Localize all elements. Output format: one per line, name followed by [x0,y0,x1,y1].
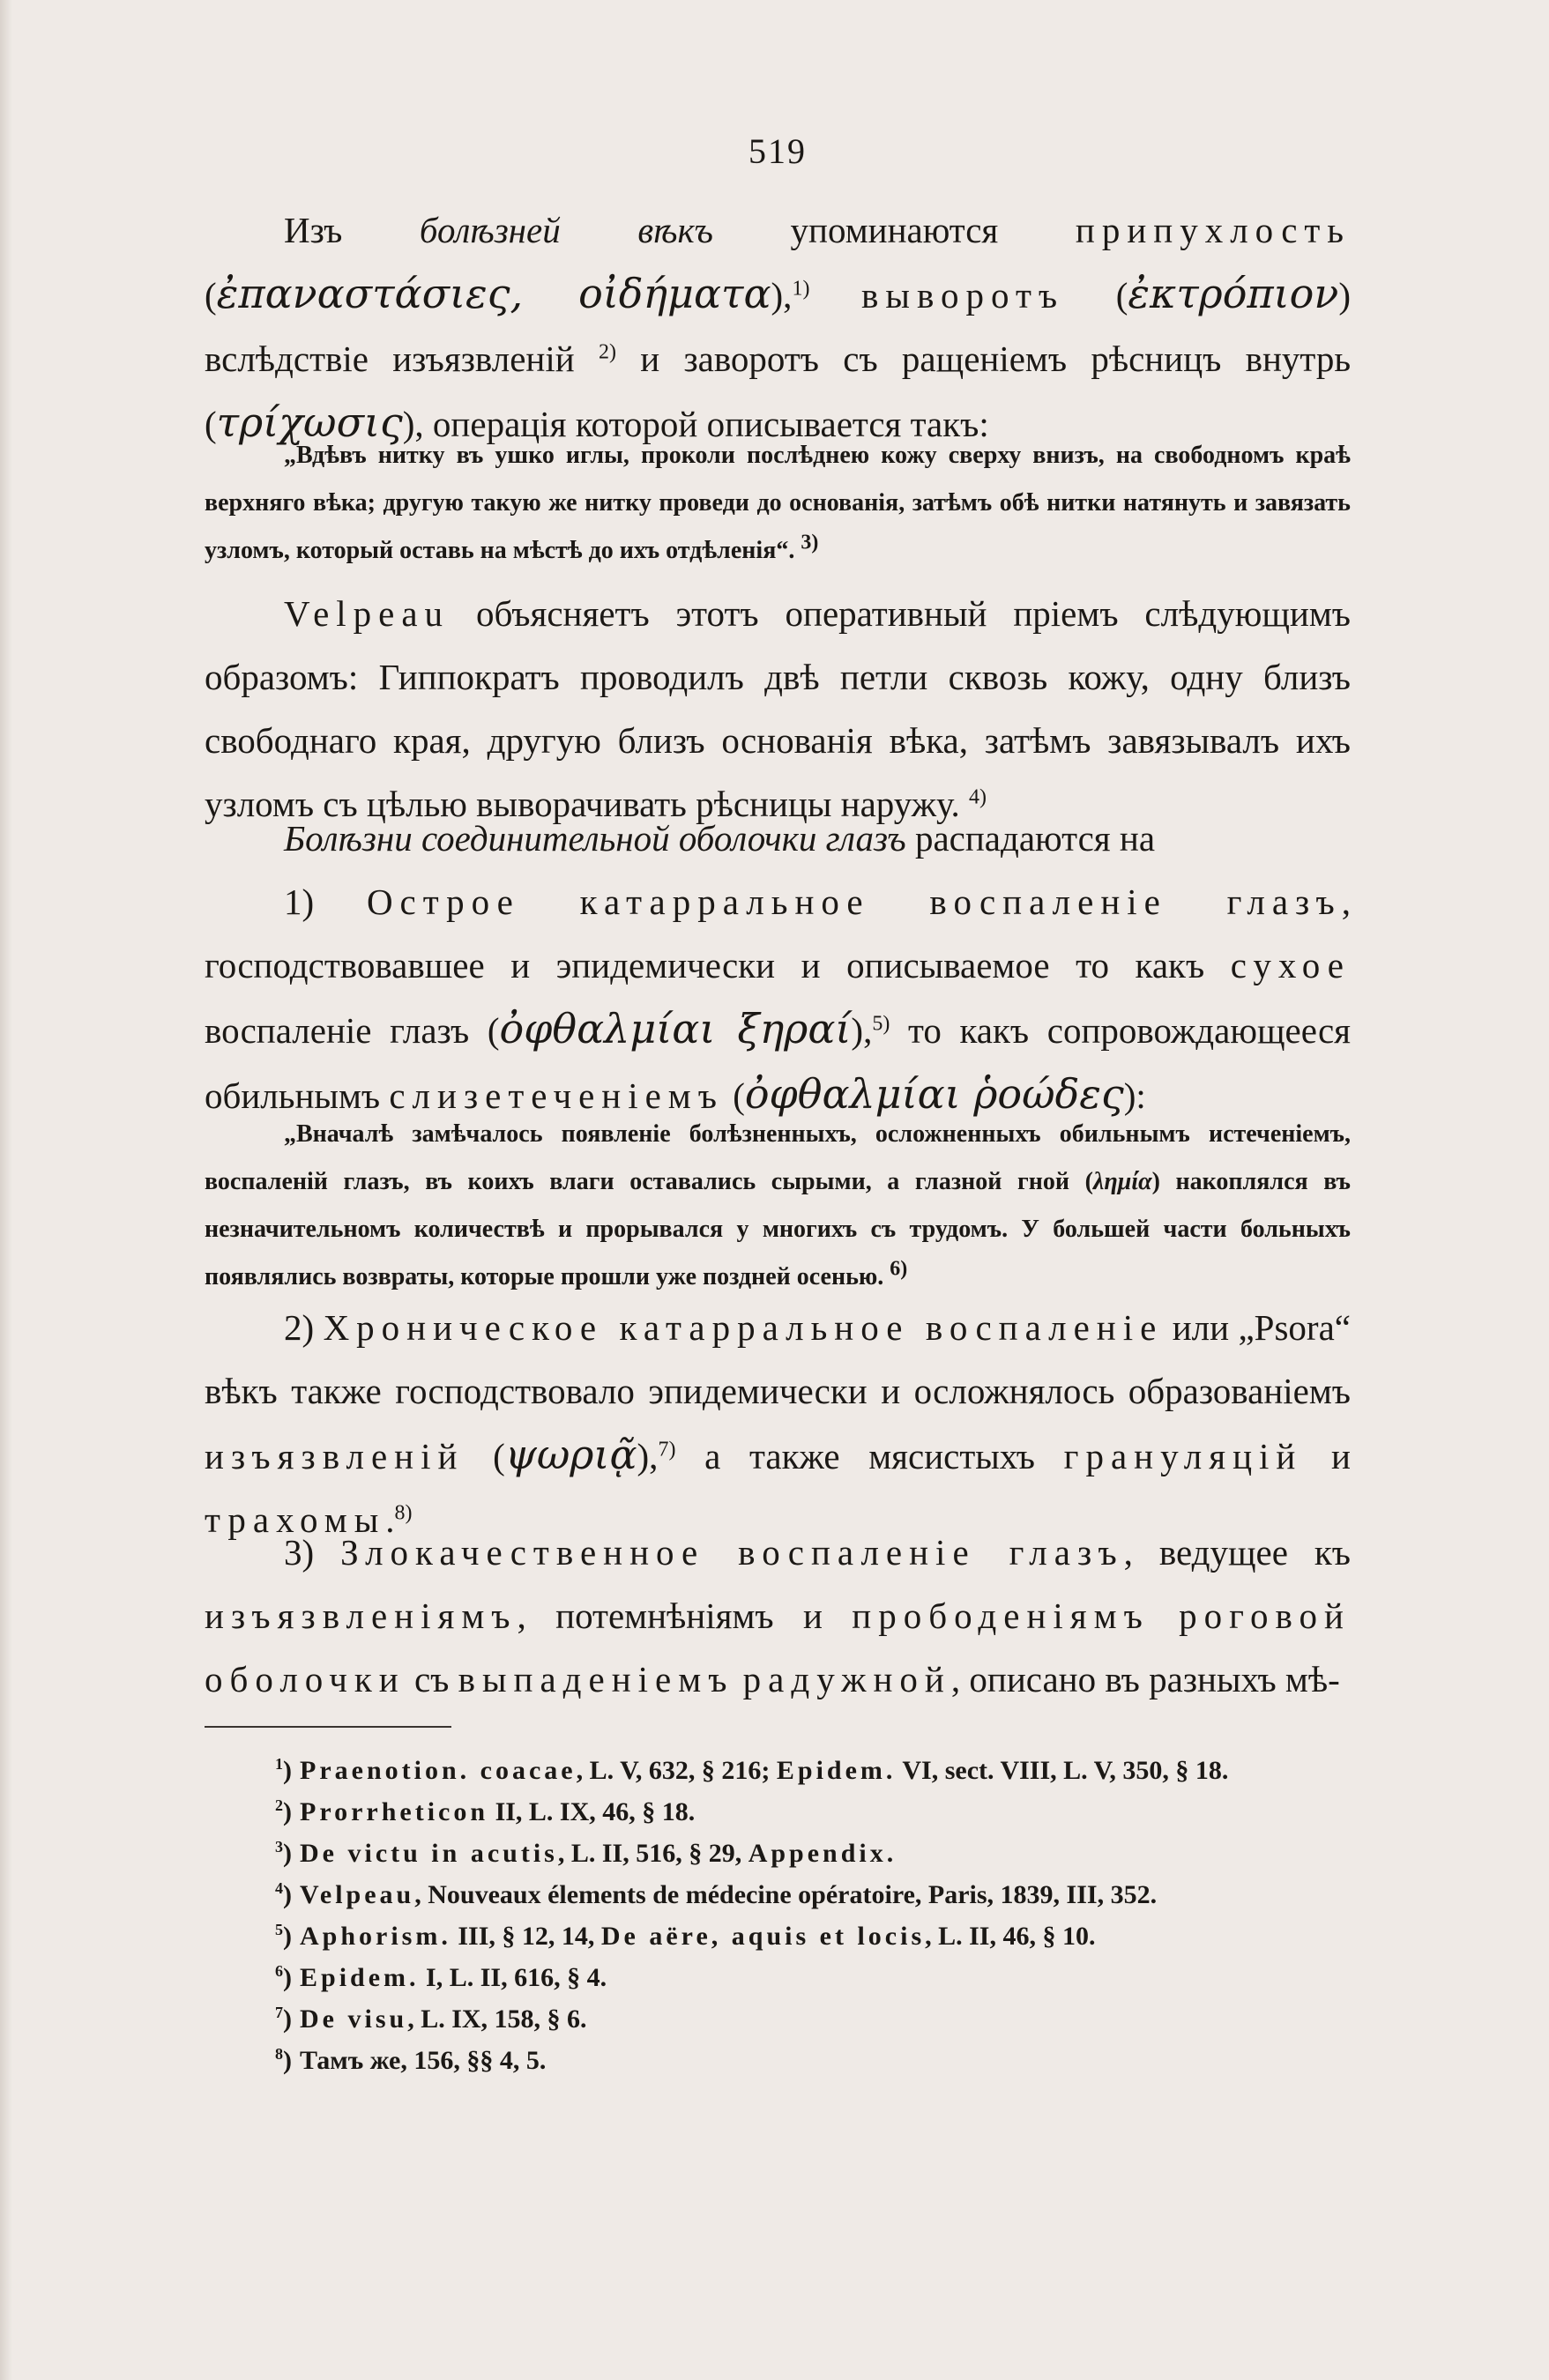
quote-text: ) накоплялся въ незначительномъ количествѣ и прорывался у многихъ съ трудомъ. У большей части больныхъ появлялись возвраты, которые прошли уже поздней осенью. [205,1168,1351,1290]
footnote [275,1750,1351,1791]
footnote-marker: $^3$) [275,1838,292,1868]
footnote-ref-number: 3 [801,531,812,554]
footnote-ref: 4) [968,785,987,809]
text: потемнѣніямъ [555,1595,774,1636]
greek-term: ἐπαναστάσιες, οἰδήματα [216,270,771,317]
item-number: 1) [284,881,367,922]
item-number: 3) [284,1532,341,1573]
text: Изъ [284,210,420,250]
paragraph-acute-catarrh [205,870,1351,1127]
footnote-number: 7 [275,2004,283,2021]
greek-term: τρίχωσις [216,398,403,446]
footnote [275,2040,1351,2081]
paragraph-conjunctiva-heading [205,807,1351,870]
footnote-number: 4 [275,1879,283,1897]
text: ( [723,1075,745,1116]
spaced-term: роговой оболочки [205,1595,1351,1699]
footnote [275,1874,1351,1915]
text: ), [771,275,793,316]
spaced-term: Острое катарральное воспаленіе глазъ [366,881,1342,922]
footnote-marker: $^8$) [275,2045,292,2075]
footnote-ref: 5) [872,1012,890,1036]
quote-text: „Вдѣвъ нитку въ ушко иглы, проколи послѣднею кожу сверху внизъ, на свободномъ краѣ верхняго вѣка; другую такую же нитку проведи до основанія, затѣмъ обѣ нитки натянуть и завязать узломъ, который оставь на мѣстѣ до ихъ отдѣленія“. [205,442,1351,564]
text: и [773,1595,853,1636]
footnote-ref-number: 6 [890,1257,901,1281]
quote-hippocrates-procedure [205,432,1351,575]
text: ), операція которой описывается такъ: [402,404,989,444]
spaced-term: выпаденіемъ [458,1659,734,1699]
footnote [275,1998,1351,2040]
footnote-marker: $^6$) [275,1962,292,1992]
footnote-marker: $^2$) [275,1796,292,1826]
footnote-ref-number: 4 [968,785,979,809]
footnote-number: 1 [275,1755,283,1773]
spaced-term: Злокачественное воспаленіе глазъ [340,1532,1124,1573]
footnote-text: II, L. IX, 46, § 18. [488,1797,696,1826]
greek-term: ἐκτρόπιον [1128,270,1339,317]
text: объясняетъ этотъ оперативный пріемъ слѣдующимъ образомъ: Гиппократъ проводилъ двѣ петли сквозь кожу, одну близъ свободнаго края, другую близъ основанія вѣка, затѣмъ завязывалъ ихъ узломъ съ цѣлью выворачивать рѣсницы наружу. [205,593,1351,824]
page-edge-shadow [0,0,12,2380]
spaced-term: изъязвленій [205,1436,465,1476]
greek-term: λημία [1092,1168,1152,1195]
text: ( [464,1436,505,1476]
author-name: Velpeau [284,593,451,634]
footnote-source: De visu [300,2004,408,2034]
text: ) вслѣдствіе изъязвленій [205,275,1351,379]
text: то какъ сопровождающееся обильнымъ [205,1010,1351,1116]
footnote-ref: 2) [598,340,616,364]
text: ( [1064,275,1128,316]
paragraph-eyelid-diseases [205,198,1351,456]
spaced-term: изъязвленіямъ [205,1595,518,1636]
footnotes-list [275,1750,1351,2081]
text: , господствовавшее и эпидемически и описываемое то какъ [205,881,1351,985]
footnote-text: I, L. II, 616, § 4. [419,1963,607,1992]
text: и [1302,1436,1351,1476]
footnote-source: Praenotion. coacae [300,1756,577,1785]
text: а также мясистыхъ [675,1436,1064,1476]
paragraph-chronic-catarrh [205,1296,1351,1551]
text: . [385,1499,395,1540]
footnote-ref: 3) [801,531,819,554]
footnote-ref: 1) [792,277,810,301]
footnote-text: . [886,1839,894,1868]
footnote-text: , L. IX, 158, § 6. [407,2004,587,2034]
text: съ [405,1659,458,1699]
footnote [275,1915,1351,1957]
text: ): [1123,1075,1146,1116]
footnote-text: , L. II, 46, § 10. [925,1922,1096,1951]
footnote-ref-number: 7 [658,1438,669,1461]
footnote-number: 2 [275,1796,283,1814]
footnote-number: 6 [275,1962,283,1980]
text: , описано въ разныхъ мѣ- [950,1659,1340,1699]
footnote-text: VI, sect. VIII, L. V, 350, § 18. [896,1756,1229,1785]
footnote-text: , Nouveaux élements de médecine opératoire, Paris, 1839, III, 352. [414,1880,1158,1909]
footnote-number: 3 [275,1838,283,1856]
footnote-marker: $^5$) [275,1921,292,1951]
footnote-marker: $^7$) [275,2004,292,2034]
footnote-ref-number: 5 [872,1012,883,1036]
footnote-source: Epidem. [776,1756,897,1785]
footnote-source: De aëre, aquis et locis [600,1922,926,1951]
greek-term: ὀφθαλμίαι ξηραί [499,1005,852,1052]
text: или „Psora“ вѣкъ также господствовало эпидемически и осложнялось образованіемъ [205,1307,1351,1411]
footnote-source: Epidem. [300,1963,420,1992]
footnote-ref-number: 1 [792,277,803,301]
footnote-source: Appendix [748,1839,887,1868]
footnote [275,1791,1351,1833]
footnote-marker: $^1$) [275,1755,292,1785]
spaced-term: слизетеченіемъ [389,1075,724,1116]
footnote-ref: 8) [394,1501,413,1525]
text [809,275,861,316]
text: , ведущее къ [1123,1532,1351,1573]
footnote-source: Velpeau [300,1880,415,1909]
text: и заворотъ съ ращеніемъ рѣсницъ внутрь ( [205,338,1352,444]
spaced-term: сухое [1230,945,1351,985]
footnote-divider [205,1726,451,1728]
text: , [517,1595,556,1636]
greek-term: ὀφθαλμίαι ῥοώδες [744,1070,1124,1118]
footnote-text: III, § 12, 14, [451,1922,601,1951]
text: ), [637,1436,659,1476]
text [1150,1595,1179,1636]
footnote-source: De victu in acutis [300,1839,558,1868]
paragraph-malignant-inflammation [205,1521,1351,1711]
footnote-marker: $^4$) [275,1879,292,1909]
spaced-term: грануляцій [1063,1436,1303,1476]
footnote-source: Aphorism. [300,1922,451,1951]
footnote-number: 5 [275,1921,283,1938]
spaced-term: припухлость [1075,210,1352,250]
greek-term: ψωριᾷ [504,1431,637,1478]
footnote-number: 8 [275,2045,283,2063]
paragraph-velpeau [205,582,1351,836]
item-number: 2) [284,1307,324,1348]
footnote-ref: 6) [890,1257,908,1281]
text: упоминаются [712,210,1076,250]
quote-text: „Вначалѣ замѣчалось появленіе болѣзненныхъ, осложненныхъ обильнымъ истеченіемъ, воспаленій глазъ, въ коихъ влаги оставались сырыми, а глазной гной ( [205,1120,1351,1195]
page-number: 519 [748,131,807,171]
footnote-text: , L. V, 632, § 216; [576,1756,777,1785]
footnote-source: Prorrheticon [300,1797,489,1826]
footnote-ref: 7) [658,1438,676,1461]
text: ( [205,275,217,316]
spaced-term: трахомы [205,1499,386,1540]
footnote [275,1957,1351,1998]
quote-epidemic-description [205,1111,1351,1301]
footnote-ref-number: 2 [598,340,609,364]
text: ), [851,1010,873,1051]
spaced-term: Хроническое катарральное воспаленіе [323,1307,1164,1348]
footnote-text: , L. II, 516, § 29, [557,1839,748,1868]
footnote-text: Тамъ же, 156, §§ 4, 5. [300,2046,547,2075]
spaced-term: радужной [742,1659,951,1699]
spaced-term: выворотъ [861,275,1065,316]
text [734,1659,742,1699]
text: воспаленіе глазъ ( [205,1010,500,1051]
emphasis-text: болѣзней вѣкъ [419,210,713,250]
spaced-term: прободеніямъ [852,1595,1150,1636]
footnote-ref-number: 8 [394,1501,406,1525]
section-heading-italic: Болѣзни соединительной оболочки глазъ [284,818,906,859]
footnote [275,1833,1351,1874]
text: распадаются на [905,818,1156,859]
